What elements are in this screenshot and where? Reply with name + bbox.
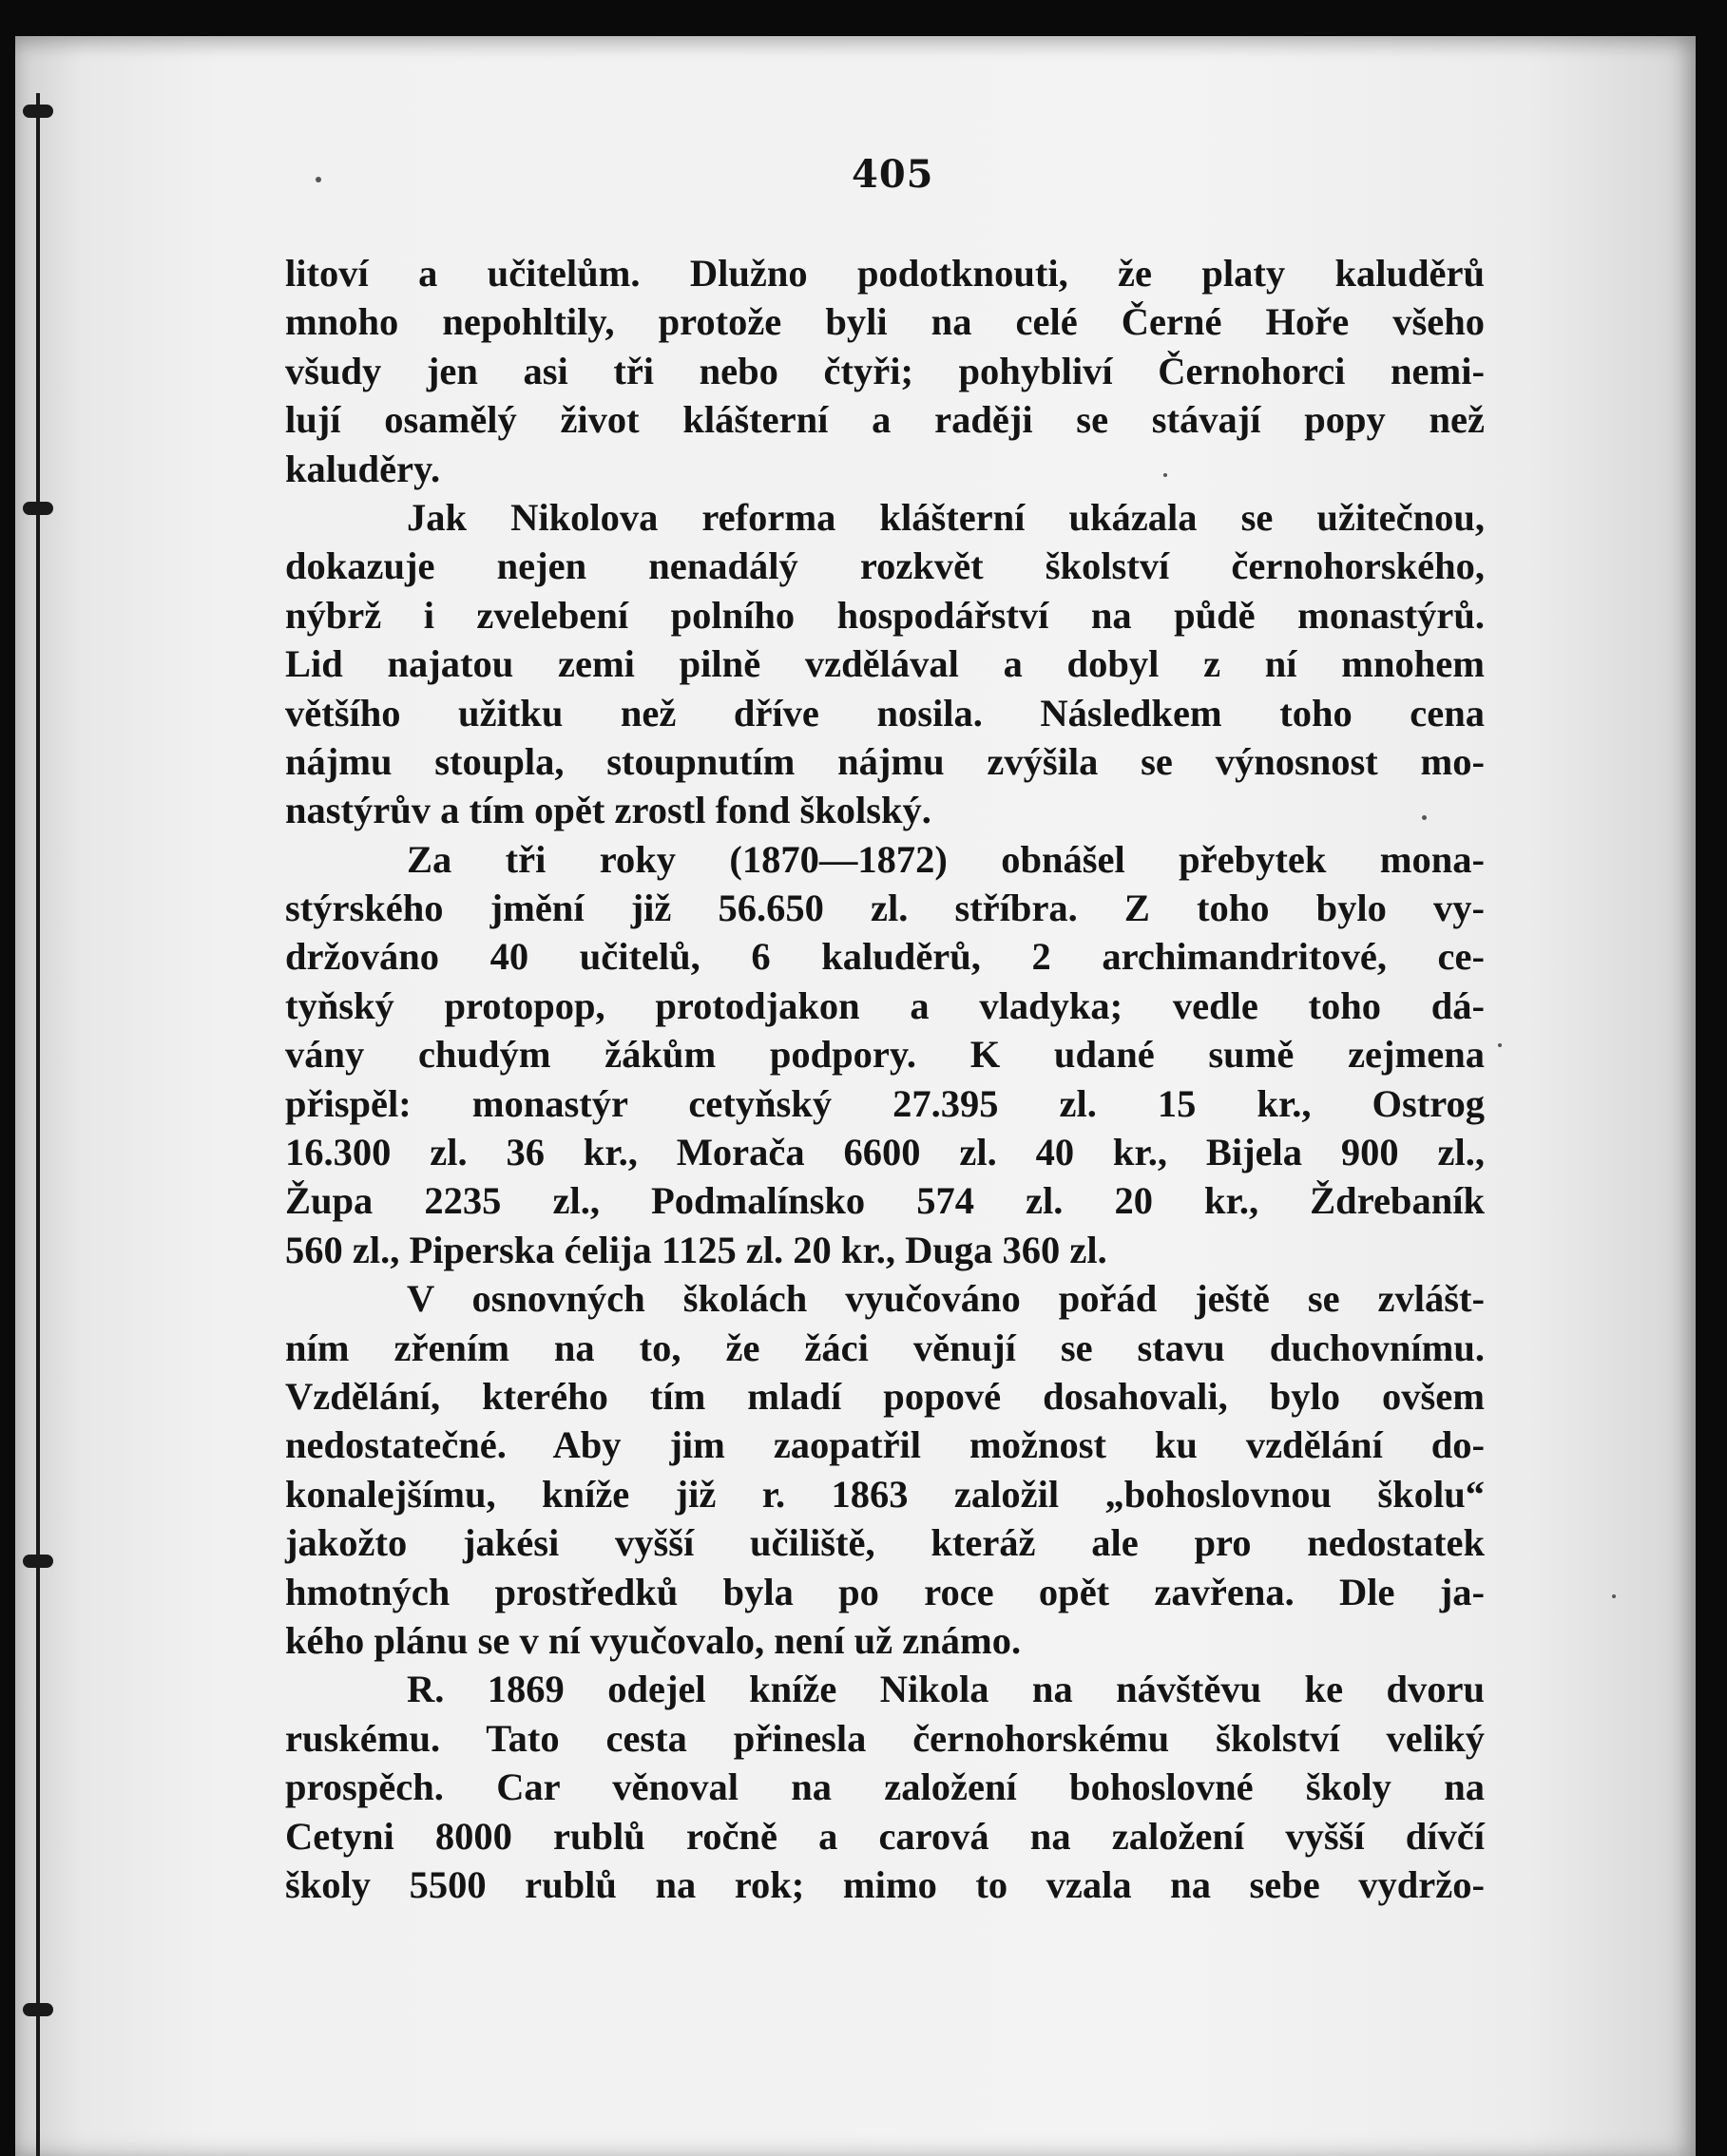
text-line: 560 zl., Piperska ćelija 1125 zl. 20 kr., Duga 360 zl. xyxy=(285,1228,1107,1271)
text-line: Jak Nikolova reforma klášterní ukázala se užitečnou, xyxy=(407,495,1485,539)
text-line: ním zřením na to, že žáci věnují se stavu duchovnímu. xyxy=(285,1326,1485,1369)
text-line: vány chudým žákům podpory. K udané sumě zejmena xyxy=(285,1033,1485,1077)
binding-mark xyxy=(23,105,53,118)
text-line: všudy jen asi tři nebo čtyři; pohybliví Černohorci nemi- xyxy=(285,349,1485,392)
text-line: lují osamělý život klášterní a raději se stávají popy než xyxy=(285,398,1485,442)
text-line: Lid najatou zemi pilně vzdělával a dobyl z ní mnohem xyxy=(285,642,1485,686)
text-line: prospěch. Car věnoval na založení bohoslovné školy na xyxy=(285,1765,1485,1809)
text-line: Cetyni 8000 rublů ročně a carová na založení vyšší dívčí xyxy=(285,1814,1485,1858)
text-line: nedostatečné. Aby jim zaopatřil možnost ku vzdělání do- xyxy=(285,1423,1485,1467)
text-line: dokazuje nejen nenadálý rozkvět školství černohorského, xyxy=(285,544,1485,588)
text-line: tyňský protopop, protodjakon a vladyka; vedle toho dá- xyxy=(285,983,1485,1027)
page-number: 405 xyxy=(852,152,934,197)
binding-edge xyxy=(36,93,40,2156)
text-line: R. 1869 odejel kníže Nikola na návštěvu ke dvoru xyxy=(407,1668,1485,1711)
text-line: nýbrž i zvelebení polního hospodářství na půdě monastýrů. xyxy=(285,593,1485,637)
text-line: nastýrův a tím opět zrostl fond školský. xyxy=(285,789,931,832)
scan-speck xyxy=(316,177,321,182)
text-line: Vzdělání, kterého tím mladí popové dosahovali, bylo ovšem xyxy=(285,1374,1485,1418)
text-line: kého plánu se v ní vyučovalo, není už známo. xyxy=(285,1618,1022,1662)
scan-speck xyxy=(1612,1594,1616,1598)
text-line: kaluděry. xyxy=(285,447,441,490)
text-line: stýrského jmění již 56.650 zl. stříbra. Z toho bylo vy- xyxy=(285,887,1485,930)
body-text xyxy=(285,249,1485,1909)
text-line: školy 5500 rublů na rok; mimo to vzala na sebe vydržo- xyxy=(285,1862,1485,1906)
text-line: jakožto jakési vyšší učiliště, kteráž ale pro nedostatek xyxy=(285,1521,1485,1565)
binding-mark xyxy=(23,2003,53,2016)
text-line: většího užitku než dříve nosila. Následkem toho cena xyxy=(285,691,1485,735)
text-line: litoví a učitelům. Dlužno podotknouti, že platy kaluděrů xyxy=(285,252,1485,295)
text-line: mnoho nepohltily, protože byli na celé Černé Hoře všeho xyxy=(285,300,1485,344)
text-line: držováno 40 učitelů, 6 kaluděrů, 2 archimandritové, ce- xyxy=(285,935,1485,979)
text-line: konalejšímu, kníže již r. 1863 založil „bohoslovnou školu“ xyxy=(285,1472,1485,1516)
text-line: V osnovných školách vyučováno pořád ještě se zvlášt- xyxy=(407,1277,1485,1321)
text-line: ruskému. Tato cesta přinesla černohorskému školství veliký xyxy=(285,1716,1485,1760)
text-line: hmotných prostředků byla po roce opět zavřena. Dle ja- xyxy=(285,1570,1485,1613)
binding-mark xyxy=(23,1555,53,1568)
text-line: 16.300 zl. 36 kr., Morača 6600 zl. 40 kr., Bijela 900 zl., xyxy=(285,1131,1485,1174)
binding-mark xyxy=(23,502,53,515)
text-line: přispěl: monastýr cetyňský 27.395 zl. 15 kr., Ostrog xyxy=(285,1081,1485,1125)
text-line: Župa 2235 zl., Podmalínsko 574 zl. 20 kr., Ždrebaník xyxy=(285,1179,1485,1223)
text-line: Za tři roky (1870—1872) obnášel přebytek mona- xyxy=(407,837,1485,881)
text-line: nájmu stoupla, stoupnutím nájmu zvýšila se výnosnost mo- xyxy=(285,739,1485,783)
scan-speck xyxy=(1498,1043,1502,1047)
